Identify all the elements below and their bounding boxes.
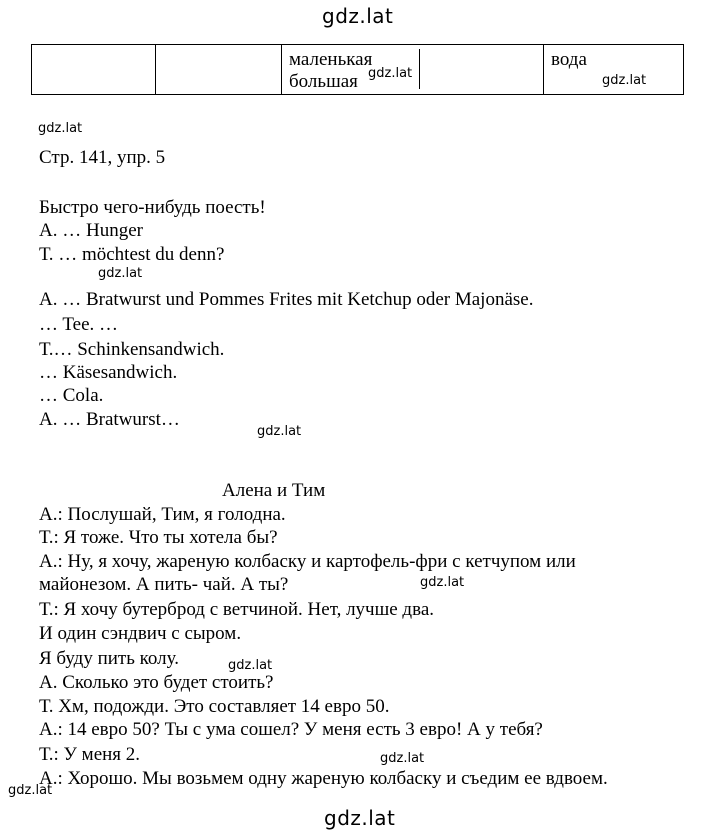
table-divider bbox=[419, 49, 420, 89]
translation-line: А.: Хорошо. Мы возьмем одну жареную колбаску и съедим ее вдвоем. bbox=[39, 768, 608, 789]
table-divider bbox=[155, 45, 156, 94]
translation-line: Т. Хм, подожди. Это составляет 14 евро 50. bbox=[39, 696, 390, 717]
vocabulary-table-fragment bbox=[31, 44, 684, 95]
translation-line: А.: 14 евро 50? Ты с ума сошел? У меня есть 3 евро! А у тебя? bbox=[39, 719, 543, 740]
watermark: gdz.lat bbox=[38, 121, 83, 136]
table-divider bbox=[543, 45, 544, 94]
exercise-reference: Стр. 141, упр. 5 bbox=[39, 147, 166, 168]
dialog-line: А. … Bratwurst und Pommes Frites mit Ketchup oder Majonäse. bbox=[39, 289, 534, 310]
watermark: gdz.lat bbox=[380, 751, 425, 766]
translation-line: Т.: У меня 2. bbox=[39, 744, 141, 765]
dialog-line: … Käsesandwich. bbox=[39, 362, 178, 383]
translation-line: Я буду пить колу. bbox=[39, 648, 179, 669]
watermark-bottom: gdz.lat bbox=[324, 806, 396, 830]
dialog-title: Быстро чего-нибудь поесть! bbox=[39, 197, 266, 218]
table-cell-word: вода bbox=[551, 49, 587, 70]
dialog-line: А. … Hunger bbox=[39, 220, 143, 241]
dialog-line: Т. … möchtest du denn? bbox=[39, 244, 225, 265]
translation-line: А. Сколько это будет стоить? bbox=[39, 672, 274, 693]
watermark: gdz.lat bbox=[257, 424, 302, 439]
watermark: gdz.lat bbox=[602, 73, 647, 88]
translation-line: Т.: Я тоже. Что ты хотела бы? bbox=[39, 527, 278, 548]
table-cell-word: большая bbox=[289, 71, 358, 92]
dialog-line: А. … Bratwurst… bbox=[39, 409, 180, 430]
translation-line: А.: Послушай, Тим, я голодна. bbox=[39, 504, 286, 525]
dialog-line: … Cola. bbox=[39, 385, 104, 406]
watermark: gdz.lat bbox=[98, 266, 143, 281]
dialog-line: Т.… Schinkensandwich. bbox=[39, 339, 225, 360]
translation-line: майонезом. А пить- чай. А ты? bbox=[39, 574, 289, 595]
dialog-line: … Tee. … bbox=[39, 314, 119, 335]
watermark: gdz.lat bbox=[8, 783, 53, 798]
translation-line: Т.: Я хочу бутерброд с ветчиной. Нет, лучше два. bbox=[39, 599, 435, 620]
watermark: gdz.lat bbox=[228, 658, 273, 673]
translation-title: Алена и Тим bbox=[222, 480, 326, 501]
translation-line: А.: Ну, я хочу, жареную колбаску и картофель-фри с кетчупом или bbox=[39, 551, 576, 572]
table-cell-word: маленькая bbox=[289, 49, 373, 70]
translation-line: И один сэндвич с сыром. bbox=[39, 623, 242, 644]
watermark: gdz.lat bbox=[420, 575, 465, 590]
watermark-top: gdz.lat bbox=[322, 4, 394, 28]
watermark: gdz.lat bbox=[368, 66, 413, 81]
table-divider bbox=[281, 45, 282, 94]
